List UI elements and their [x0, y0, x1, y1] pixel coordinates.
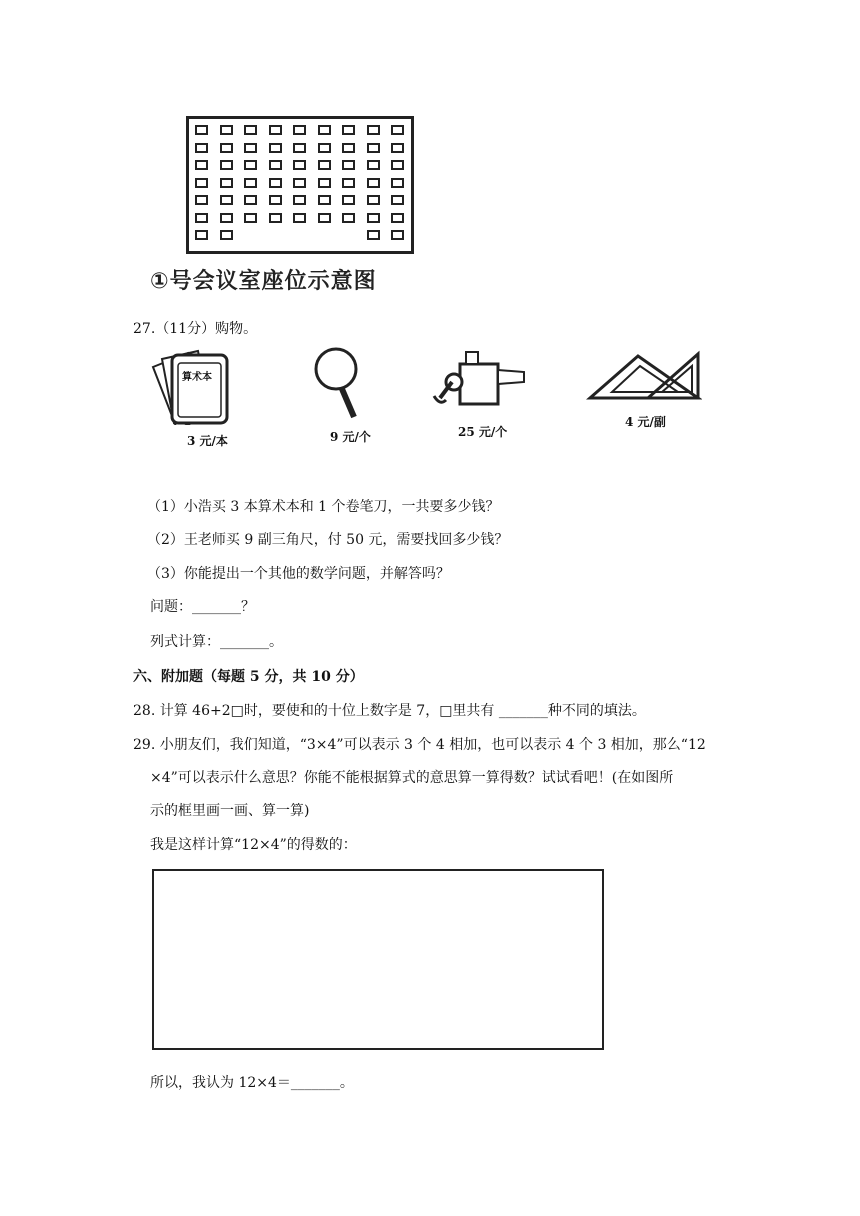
notebook-price: 3 元/本 — [187, 434, 228, 448]
seat — [269, 178, 282, 188]
seat — [367, 143, 380, 153]
seat — [269, 213, 282, 223]
seat — [195, 125, 208, 135]
magnifier-price: 9 元/个 — [330, 430, 371, 444]
seat — [318, 195, 331, 205]
seat — [195, 230, 208, 240]
seat — [391, 160, 404, 170]
magnifier-icon — [312, 345, 362, 420]
seat — [220, 125, 233, 135]
seat — [220, 178, 233, 188]
seat — [391, 143, 404, 153]
seat — [244, 125, 257, 135]
seat — [342, 143, 355, 153]
seat — [318, 125, 331, 135]
seat — [367, 230, 380, 240]
seat — [342, 213, 355, 223]
seat — [367, 195, 380, 205]
seat — [195, 160, 208, 170]
notebook-icon — [150, 345, 245, 425]
question-27-part-3: （3）你能提出一个其他的数学问题，并解答吗？ — [147, 566, 450, 582]
question-27-part-1: （1）小浩买 3 本算术本和 1 个卷笔刀，一共要多少钱？ — [147, 499, 500, 515]
seat — [293, 143, 306, 153]
question-29-line-2: ×4”可以表示什么意思？你能不能根据算式的意思算一算得数？试试看吧！(在如图所 — [150, 770, 674, 786]
seat — [220, 213, 233, 223]
notebook-cover-text: 算术本 — [182, 372, 212, 383]
set-square-icon — [586, 350, 702, 402]
seat — [293, 125, 306, 135]
question-27-title: 27.（11分）购物。 — [133, 321, 258, 337]
question-27-part-2: （2）王老师买 9 副三角尺，付 50 元，需要找回多少钱？ — [147, 532, 509, 548]
seat — [293, 160, 306, 170]
seat — [342, 125, 355, 135]
seat — [318, 160, 331, 170]
seat — [367, 178, 380, 188]
seating-diagram-caption: ①号会议室座位示意图 — [150, 269, 377, 294]
pencil-sharpener-icon — [432, 348, 527, 410]
seat — [391, 230, 404, 240]
seat — [342, 178, 355, 188]
seat — [220, 143, 233, 153]
seat — [220, 230, 233, 240]
seat — [195, 213, 208, 223]
seat — [293, 213, 306, 223]
seat — [269, 195, 282, 205]
seat — [269, 160, 282, 170]
question-29-line-3: 示的框里画一画、算一算) — [150, 803, 310, 819]
seating-diagram — [186, 116, 414, 254]
seat — [244, 213, 257, 223]
seat — [244, 160, 257, 170]
pencil-sharpener-price: 25 元/个 — [458, 425, 508, 439]
seat — [293, 178, 306, 188]
question-29-conclusion: 所以，我认为 12×4＝_______。 — [150, 1075, 354, 1091]
seat — [391, 178, 404, 188]
seat — [244, 178, 257, 188]
seat — [367, 213, 380, 223]
calculation-line: 列式计算：_______。 — [150, 634, 283, 650]
seat — [367, 125, 380, 135]
seat — [293, 195, 306, 205]
seat — [367, 160, 380, 170]
seat — [220, 160, 233, 170]
question-29-line-1: 29. 小朋友们，我们知道，“3×4”可以表示 3 个 4 相加，也可以表示 4 个 3 相加，那么“12 — [133, 737, 706, 753]
seat — [244, 143, 257, 153]
seat — [391, 125, 404, 135]
seat — [269, 143, 282, 153]
seat — [391, 195, 404, 205]
seat — [195, 143, 208, 153]
question-line: 问题：_______？ — [150, 599, 255, 615]
question-29-line-4: 我是这样计算“12×4”的得数的： — [150, 837, 357, 853]
seat — [318, 178, 331, 188]
set-square-price: 4 元/副 — [625, 415, 666, 429]
seat — [318, 143, 331, 153]
seat — [342, 195, 355, 205]
seat — [342, 160, 355, 170]
question-28: 28. 计算 46+2□时，要使和的十位上数字是 7，□里共有 _______种不同的填法。 — [133, 703, 646, 719]
section-6-heading: 六、附加题（每题 5 分，共 10 分） — [133, 669, 364, 685]
seat — [318, 213, 331, 223]
seat — [195, 195, 208, 205]
seat — [269, 125, 282, 135]
seat — [220, 195, 233, 205]
seat — [244, 195, 257, 205]
seat — [391, 213, 404, 223]
answer-drawing-box[interactable] — [152, 869, 604, 1050]
seat — [195, 178, 208, 188]
